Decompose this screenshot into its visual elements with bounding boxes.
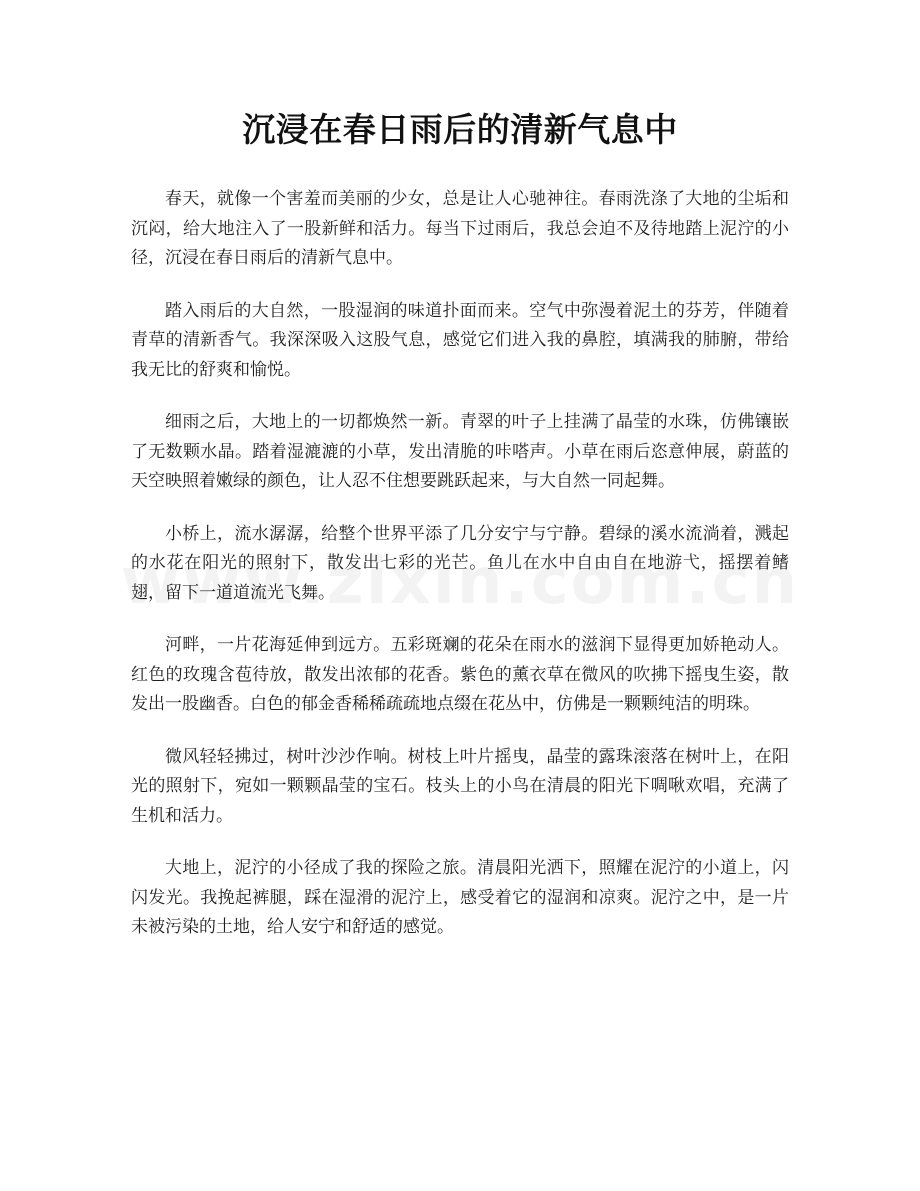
document-body <box>131 185 789 966</box>
paragraph-2: 踏入雨后的大自然，一股湿润的味道扑面而来。空气中弥漫着泥土的芬芳，伴随着青草的清新香气。我深深吸入这股气息，感觉它们进入我的鼻腔，填满我的肺腑，带给我无比的舒爽和愉悦。 <box>131 300 789 380</box>
paragraph-4: 小桥上，流水潺潺，给整个世界平添了几分安宁与宁静。碧绿的溪水流淌着，溅起的水花在阳光的照射下，散发出七彩的光芒。鱼儿在水中自由自在地游弋，摇摆着鳍翅，留下一道道流光飞舞。 <box>131 523 789 603</box>
document-title: 沉浸在春日雨后的清新气息中 <box>242 110 678 149</box>
paragraph-7: 大地上，泥泞的小径成了我的探险之旅。清晨阳光洒下，照耀在泥泞的小道上，闪闪发光。我挽起裤腿，踩在湿滑的泥泞上，感受着它的湿润和凉爽。泥泞之中，是一片未被污染的土地，给人安宁和舒适的感觉。 <box>131 858 789 937</box>
paragraph-1: 春天，就像一个害羞而美丽的少女，总是让人心驰神往。春雨洗涤了大地的尘垢和沉闷，给大地注入了一股新鲜和活力。每当下过雨后，我总会迫不及待地踏上泥泞的小径，沉浸在春日雨后的清新气息中。 <box>131 189 789 268</box>
paragraph-3: 细雨之后，大地上的一切都焕然一新。青翠的叶子上挂满了晶莹的水珠，仿佛镶嵌了无数颗水晶。踏着湿漉漉的小草，发出清脆的咔嗒声。小草在雨后恣意伸展，蔚蓝的天空映照着嫩绿的颜色，让人忍不住想要跳跃起来，与大自然一同起舞。 <box>131 412 789 491</box>
paragraph-5: 河畔，一片花海延伸到远方。五彩斑斓的花朵在雨水的滋润下显得更加娇艳动人。红色的玫瑰含苞待放，散发出浓郁的花香。紫色的薰衣草在微风的吹拂下摇曳生姿，散发出一股幽香。白色的郁金香稀稀疏疏地点缀在花丛中，仿佛是一颗颗纯洁的明珠。 <box>131 635 789 714</box>
paragraph-6: 微风轻轻拂过，树叶沙沙作响。树枝上叶片摇曳，晶莹的露珠滚落在树叶上，在阳光的照射下，宛如一颗颗晶莹的宝石。枝头上的小鸟在清晨的阳光下啁啾欢唱，充满了生机和活力。 <box>131 746 789 826</box>
